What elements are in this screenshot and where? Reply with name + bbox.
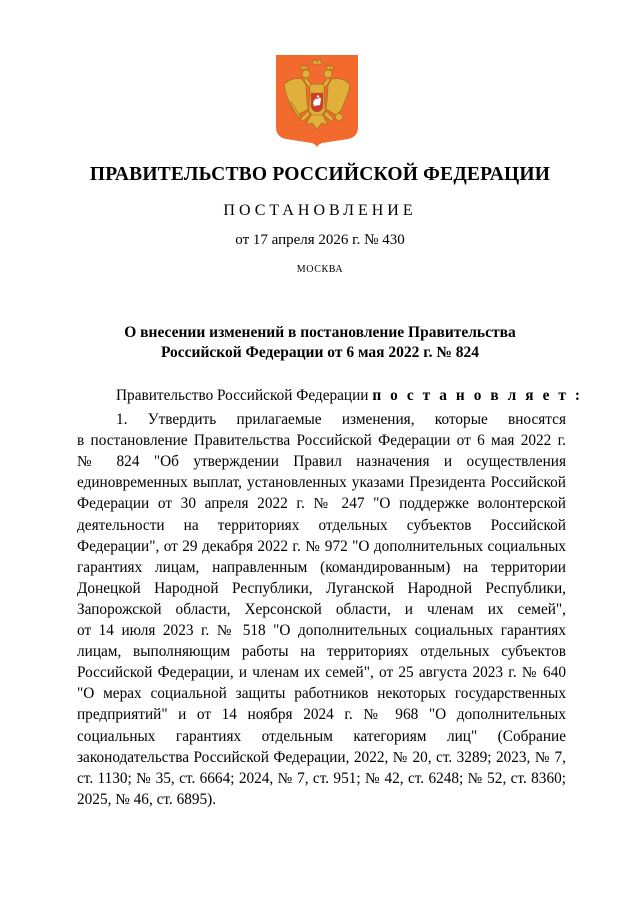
body-line: 2025, № 46, ст. 6895). [77,790,217,808]
body-line: в постановление Правительства Российской Федерации от 6 мая 2022 г. [77,432,566,450]
body-line: 1. Утвердить прилагаемые изменения, которые вносятся [116,411,566,429]
government-title: ПРАВИТЕЛЬСТВО РОССИЙСКОЙ ФЕДЕРАЦИИ [89,164,551,185]
body-line: Федерации", от 29 декабря 2022 г. № 972 "О дополнительных социальных [77,537,566,555]
body-line: "О мерах социальной защиты работников некоторых государственных [77,685,566,703]
body-line: социальных гарантиях отдельным категориям лиц" (Собрание [77,727,566,745]
body-line: ст. 1130; № 35, ст. 6664; 2024, № 7, ст. 951; № 42, ст. 6248; № 52, ст. 8360; [77,769,566,787]
body-line: единовременных выплат, установленных указами Президента Российской [77,474,566,492]
body-line: предприятий" и от 14 ноября 2024 г. № 968 "О дополнительных [77,706,566,724]
document-type: ПОСТАНОВЛЕНИЕ [223,202,417,219]
coat-of-arms-icon [276,55,358,148]
document-title [0,323,640,363]
body-line: лицам, выполняющим работы на территориях отдельных субъектов [77,643,566,661]
body-line: № 824 "Об утверждении Правил назначения и осуществления [77,453,566,471]
resolves-word: п о с т а н о в л я е т : [372,387,583,404]
body-line: гарантиях лицам, направленным (командированным) на территории [77,558,566,576]
body-line: Федерации от 30 апреля 2022 г. № 247 "О поддержке волонтерской [77,495,566,513]
document-title-line: О внесении изменений в постановление Правительства [124,324,516,341]
document-title-line: Российской Федерации от 6 мая 2022 г. № 824 [160,344,480,361]
body-line: Запорожской области, Херсонской области, и членам их семей", [77,600,566,618]
document-body [77,385,583,810]
body-line: от 14 июля 2023 г. № 518 "О дополнительных социальных гарантиях [77,622,566,640]
body-line: законодательства Российской Федерации, 2022, № 20, ст. 3289; 2023, № 7, [77,748,566,766]
body-line: Донецкой Народной Республики, Луганской Народной Республики, [77,579,566,597]
city-label: МОСКВА [296,264,344,275]
body-line: деятельности на территориях отдельных субъектов Российской [77,516,566,534]
resolution-intro [77,385,583,406]
intro-text: Правительство Российской Федерации [116,387,369,404]
body-line: Российской Федерации, и членам их семей", от 25 августа 2023 г. № 640 [77,664,566,682]
document-date-number: от 17 апреля 2026 г. № 430 [235,232,405,248]
